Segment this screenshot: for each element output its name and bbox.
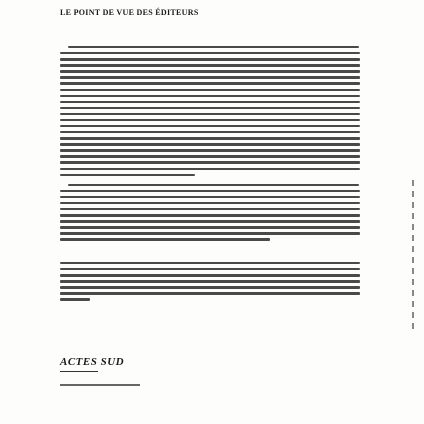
spine-mark: [412, 191, 414, 197]
spine-marks: [410, 180, 416, 340]
text-line: [60, 125, 360, 127]
text-line: [60, 214, 360, 216]
spine-mark: [412, 202, 414, 208]
text-line: [60, 155, 360, 157]
text-line: [60, 107, 360, 109]
spine-mark: [412, 235, 414, 241]
text-line: [60, 89, 360, 91]
text-line: [60, 64, 360, 66]
spine-mark: [412, 323, 414, 329]
text-line: [60, 202, 360, 204]
text-line: [60, 149, 360, 151]
text-line: [60, 113, 360, 115]
spine-mark: [412, 301, 414, 307]
text-line: [60, 262, 360, 264]
spine-mark: [412, 224, 414, 230]
text-line: [60, 220, 360, 222]
text-line: [60, 268, 360, 270]
text-line: [60, 101, 360, 103]
publisher-rule: [60, 371, 98, 372]
blurb-lines: [60, 46, 360, 249]
text-line: [60, 208, 360, 210]
text-line: [60, 274, 360, 276]
text-line: [60, 286, 360, 288]
text-line: [60, 280, 360, 282]
spine-mark: [412, 180, 414, 186]
text-line: [60, 70, 360, 72]
spine-mark: [412, 213, 414, 219]
spine-mark: [412, 257, 414, 263]
publisher-name: ACTES SUD: [60, 356, 125, 368]
spine-mark: [412, 279, 414, 285]
series-title: LE POINT DE VUE DES ÉDITEURS: [60, 8, 199, 17]
blurb-text: [60, 46, 360, 249]
spine-mark: [412, 246, 414, 252]
text-line: [60, 137, 360, 139]
spine-mark: [412, 290, 414, 296]
text-line: [60, 131, 360, 133]
text-line: [60, 292, 360, 294]
text-line: [60, 58, 360, 60]
text-line: [60, 82, 360, 84]
text-line: [60, 238, 270, 240]
text-line: [60, 174, 195, 176]
barcode: [238, 372, 296, 410]
text-line: [60, 119, 360, 121]
text-line: [60, 161, 360, 163]
author-bio: [60, 262, 360, 305]
text-line: [60, 190, 360, 192]
isbn-line: [60, 384, 140, 386]
text-line: [68, 46, 359, 48]
text-line: [60, 52, 360, 54]
text-line: [68, 184, 359, 186]
text-line: [60, 298, 90, 300]
text-line: [60, 143, 360, 145]
text-line: [60, 76, 360, 78]
text-line: [60, 196, 360, 198]
spine-mark: [412, 268, 414, 274]
paragraph-gap: [60, 245, 360, 249]
text-line: [60, 95, 360, 97]
text-line: [60, 168, 360, 170]
text-line: [60, 226, 360, 228]
text-line: [60, 232, 360, 234]
bio-lines: [60, 262, 360, 301]
spine-mark: [412, 312, 414, 318]
